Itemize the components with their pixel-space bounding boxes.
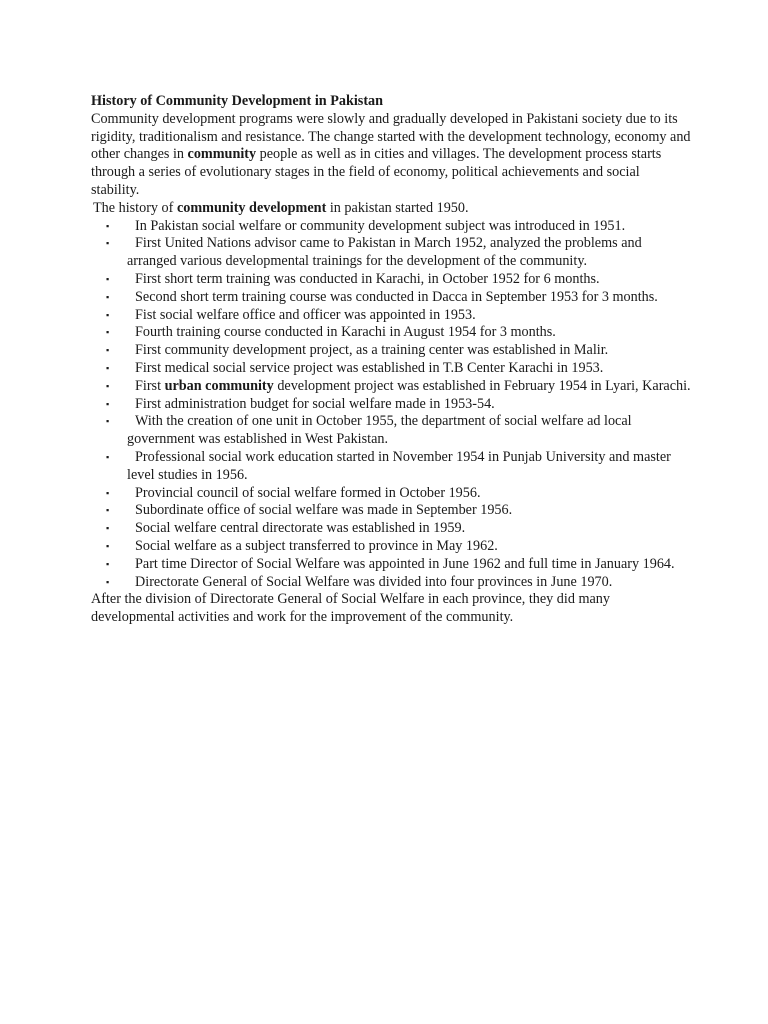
history-item-text-part: First	[135, 377, 165, 394]
history-item-text-part: Part time Director of Social Welfare was appointed in June 1962 and full time in January 1964.	[135, 555, 675, 572]
history-item-text	[127, 574, 691, 592]
intro-bold-term: community	[187, 146, 257, 163]
history-item-text-part: Subordinate office of social welfare was made in September 1956.	[135, 502, 513, 519]
history-item-text	[127, 360, 691, 378]
history-item-text-part: Directorate General of Social Welfare was divided into four provinces in June 1970.	[135, 573, 613, 590]
bullet-icon: ▪	[106, 362, 110, 373]
history-list-item	[91, 218, 691, 236]
history-list-item	[91, 289, 691, 307]
history-item-text	[127, 271, 691, 289]
bullet-icon: ▪	[106, 327, 110, 338]
bullet-icon: ▪	[106, 398, 110, 409]
history-item-text	[127, 520, 691, 538]
history-item-text	[127, 413, 691, 449]
history-item-text-part: Social welfare central directorate was established in 1959.	[135, 520, 466, 537]
history-list-item	[91, 307, 691, 325]
history-item-text	[127, 485, 691, 503]
bullet-icon: ▪	[106, 487, 110, 498]
history-item-text-part: Fourth training course conducted in Karachi in August 1954 for 3 months.	[135, 324, 556, 341]
bullet-icon: ▪	[106, 505, 110, 516]
history-item-text-part: Fist social welfare office and officer was appointed in 1953.	[135, 306, 476, 323]
history-list-item	[91, 396, 691, 414]
bullet-icon: ▪	[106, 220, 110, 231]
history-list-item	[91, 556, 691, 574]
history-list-item	[91, 413, 691, 449]
history-item-text	[127, 307, 691, 325]
history-start-paragraph	[91, 200, 691, 218]
history-list-item	[91, 574, 691, 592]
history-item-text	[127, 396, 691, 414]
document-page	[91, 93, 691, 627]
history-start-text-1: The history of	[93, 199, 177, 216]
history-list-item	[91, 485, 691, 503]
bullet-icon: ▪	[106, 451, 110, 462]
history-item-text-part: In Pakistan social welfare or community development subject was introduced in 1951.	[135, 217, 626, 234]
bullet-icon: ▪	[106, 540, 110, 551]
history-item-text	[127, 235, 691, 271]
bullet-icon: ▪	[106, 576, 110, 587]
history-item-text	[127, 218, 691, 236]
intro-text-2: people as well as in cities and villages. The development process starts through a series of evolutionary stages in the field of economy, political achievements and social stability.	[91, 146, 662, 198]
bullet-icon: ▪	[106, 345, 110, 356]
history-list-item	[91, 502, 691, 520]
document-title: History of Community Development in Pakistan	[91, 93, 384, 109]
history-item-bold-term: urban community	[164, 377, 274, 394]
history-bullet-list	[91, 218, 691, 592]
history-list-item	[91, 235, 691, 271]
history-item-text	[127, 342, 691, 360]
history-item-text-part: First administration budget for social welfare made in 1953-54.	[135, 395, 495, 412]
bullet-icon: ▪	[106, 291, 110, 302]
bullet-icon: ▪	[106, 416, 110, 427]
history-list-item	[91, 449, 691, 485]
history-item-text-part: First community development project, as a training center was established in Malir.	[135, 342, 609, 359]
history-item-text	[127, 378, 691, 396]
bullet-icon: ▪	[106, 380, 110, 391]
history-list-item	[91, 378, 691, 396]
history-item-text-part: development project was established in February 1954 in Lyari, Karachi.	[273, 377, 691, 394]
history-item-text-part: Professional social work education started in November 1954 in Punjab University and master level studies in 1956.	[127, 448, 671, 483]
history-list-item	[91, 271, 691, 289]
history-list-item	[91, 520, 691, 538]
bullet-icon: ▪	[106, 558, 110, 569]
history-start-text-2: in pakistan started 1950.	[326, 199, 469, 216]
history-list-item	[91, 342, 691, 360]
history-item-text	[127, 324, 691, 342]
history-item-text-part: First short term training was conducted in Karachi, in October 1952 for 6 months.	[135, 270, 600, 287]
history-list-item	[91, 324, 691, 342]
history-start-bold-term: community development	[176, 199, 327, 216]
bullet-icon: ▪	[106, 523, 110, 534]
history-item-text-part: Social welfare as a subject transferred to province in May 1962.	[135, 537, 498, 554]
history-list-item	[91, 360, 691, 378]
history-list-item	[91, 538, 691, 556]
intro-text-1: Community development programs were slowly and gradually developed in Pakistani society due to its rigidity, traditionalism and resistance. The change started with the development technology, economy and other changes in	[91, 110, 691, 163]
closing-paragraph: After the division of Directorate General of Social Welfare in each province, they did many developmental activities and work for the improvement of the community.	[91, 591, 610, 626]
history-item-text-part: Provincial council of social welfare formed in October 1956.	[135, 484, 481, 501]
history-item-text-part: With the creation of one unit in October 1955, the department of social welfare ad local government was established in West Pakistan.	[127, 413, 632, 448]
history-item-text	[127, 289, 691, 307]
history-item-text-part: First United Nations advisor came to Pakistan in March 1952, analyzed the problems and arranged various developmental trainings for the development of the community.	[127, 235, 642, 270]
intro-paragraph	[91, 111, 691, 200]
history-item-text	[127, 449, 691, 485]
bullet-icon: ▪	[106, 273, 110, 284]
bullet-icon: ▪	[106, 309, 110, 320]
bullet-icon: ▪	[106, 238, 110, 249]
history-item-text	[127, 502, 691, 520]
history-item-text-part: Second short term training course was conducted in Dacca in September 1953 for 3 months.	[135, 288, 658, 305]
history-item-text-part: First medical social service project was established in T.B Center Karachi in 1953.	[135, 359, 604, 376]
history-item-text	[127, 556, 691, 574]
history-item-text	[127, 538, 691, 556]
